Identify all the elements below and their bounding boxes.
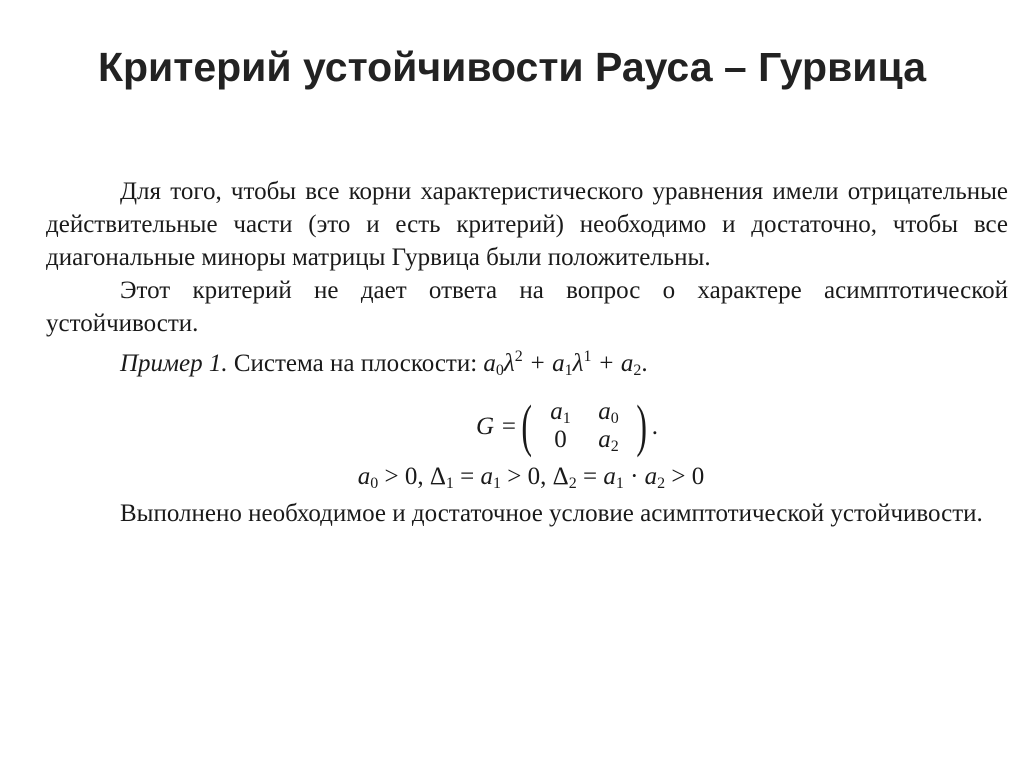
- slide-title: Критерий устойчивости Рауса – Гурвица: [97, 44, 926, 90]
- matrix-cell: $a_0$: [598, 398, 619, 427]
- example-line: Пример 1. Система на плоскости: $a_0\lambda^2 + a_1\lambda^1 + a_2$.: [120, 348, 648, 379]
- characteristic-polynomial: $a_0\lambda^2 + a_1\lambda^1 + a_2$: [483, 348, 642, 379]
- slide-body: [46, 175, 1008, 530]
- matrix-cell: 0: [554, 426, 567, 453]
- matrix-cell: $a_1$: [550, 398, 571, 427]
- example-label: Пример 1.: [120, 350, 228, 377]
- right-paren: ): [636, 393, 648, 458]
- example-text: Система на плоскости:: [233, 350, 478, 377]
- matrix-grid: [536, 398, 632, 454]
- paragraph-remark: Этот критерий не дает ответа на вопрос о характере асимптотической устойчивости.: [46, 277, 1008, 337]
- left-paren: (: [521, 393, 533, 458]
- matrix-cell: $a_2$: [598, 426, 619, 455]
- matrix-lhs: G =: [475, 412, 518, 440]
- hurwitz-matrix: [46, 395, 1008, 457]
- paragraph-conclusion: Выполнено необходимое и достаточное условие асимптотической устойчивости.: [120, 500, 983, 527]
- matrix: ( $a_1$ $a_0$ 0 $a_2$ ) .: [521, 393, 659, 458]
- paragraph-criterion: Для того, чтобы все корни характеристического уравнения имели отрицательные действительные части (это и есть критерий) необходимо и достаточно, чтобы все диагональные миноры матрицы Гурвица были положительны.: [46, 178, 1008, 271]
- minors-conditions: $a_0 > 0$, $\Delta_1 = a_1 > 0$, $\Delta_2 = a_1 \cdot a_2 > 0$: [357, 463, 705, 492]
- formula-block: [46, 395, 1008, 497]
